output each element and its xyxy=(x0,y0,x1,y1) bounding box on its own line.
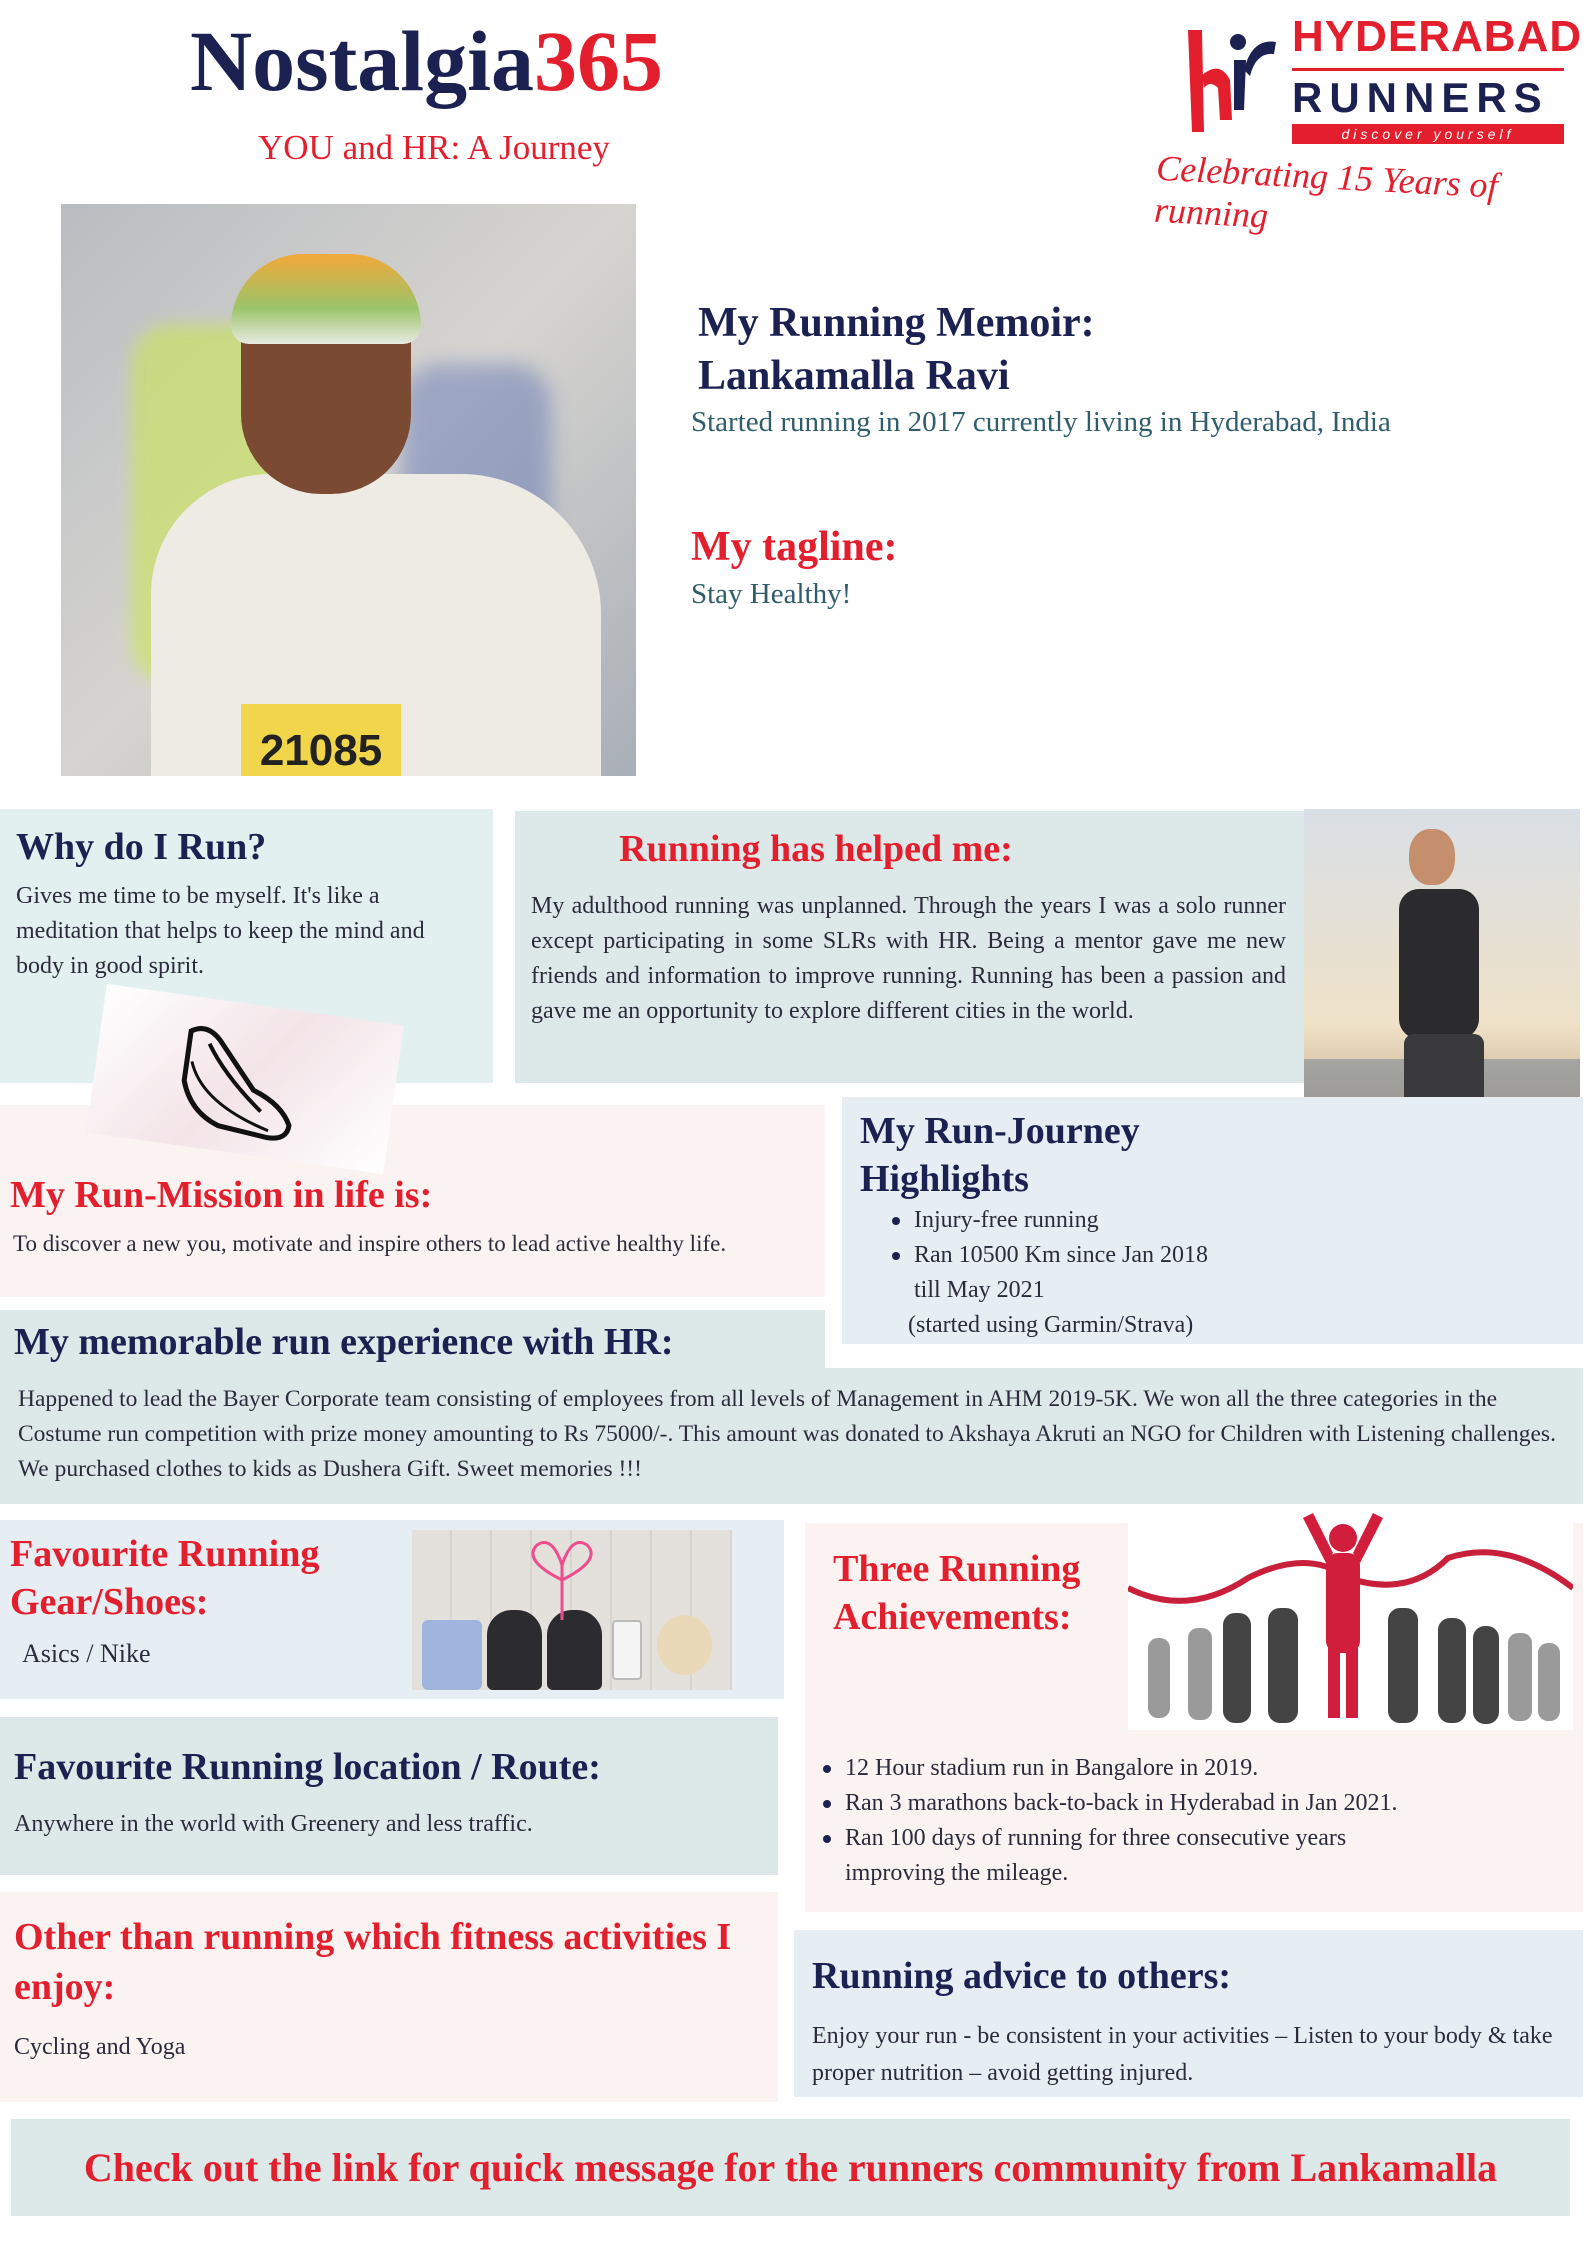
finish-line-image xyxy=(1128,1508,1573,1730)
gear-heading: Favourite Running Gear/Shoes: xyxy=(10,1533,320,1623)
achievements-heading: Three Running Achievements: xyxy=(833,1548,1081,1638)
mission-heading: My Run-Mission in life is: xyxy=(10,1174,433,1216)
mission-text: To discover a new you, motivate and inspire others to lead active healthy life. xyxy=(13,1230,727,1256)
location-text: Anywhere in the world with Greenery and less traffic. xyxy=(14,1810,533,1837)
intro-text: Started running in 2017 currently living in Hyderabad, India xyxy=(691,406,1391,438)
gear-photo xyxy=(412,1530,732,1690)
highlights-heading: My Run-Journey Highlights xyxy=(860,1110,1140,1200)
advice-heading: Running advice to others: xyxy=(812,1955,1232,1997)
other-activities-heading: Other than running which fitness activities I enjoy: xyxy=(14,1916,732,2008)
why-heading: Why do I Run? xyxy=(16,826,267,868)
community-message-link-text[interactable]: Check out the link for quick message for the runners community from Lankamalla xyxy=(83,2144,1498,2190)
logo-tagline: discover yourself xyxy=(1292,124,1564,144)
celebrating-text: Celebrating 15 Years of running xyxy=(1153,147,1499,236)
title-main: Nostalgia xyxy=(190,13,534,109)
hr-logo xyxy=(1180,12,1583,147)
highlights-note: (started using Garmin/Strava) xyxy=(908,1312,1194,1338)
profile-photo xyxy=(61,204,636,776)
other-activities-text: Cycling and Yoga xyxy=(14,2034,186,2060)
heart-lace-icon xyxy=(522,1535,602,1625)
page-title xyxy=(190,13,663,109)
tagline-heading: My tagline: xyxy=(691,524,898,570)
helped-section xyxy=(515,811,1304,1083)
memorable-text: Happened to lead the Bayer Corporate team consisting of employees from all levels of Management in AHM 2019-5K. We won all the three categories in the Costume run competition with prize money amounting to Rs 75000/-. This amount was donated to Akshaya Akruti an NGO for Children with Listening challenges. We purchased clothes to kids as Dushera Gift. Sweet memories !!! xyxy=(18,1386,1556,1482)
memorable-heading-bar xyxy=(0,1310,825,1370)
location-heading: Favourite Running location / Route: xyxy=(14,1746,601,1788)
hr-logo-icon xyxy=(1180,20,1280,140)
page-subtitle: YOU and HR: A Journey xyxy=(258,128,610,167)
memorable-heading: My memorable run experience with HR: xyxy=(14,1321,674,1363)
achievement-item: 12 Hour stadium run in Bangalore in 2019. xyxy=(819,1751,1539,1786)
highlight-item: Ran 10500 Km since Jan 2018 till May 2021 xyxy=(888,1238,1288,1308)
runner-name: Lankamalla Ravi xyxy=(698,353,1010,399)
community-message-link[interactable] xyxy=(11,2119,1570,2216)
logo-runners: RUNNERS xyxy=(1292,74,1549,121)
title-number: 365 xyxy=(534,13,663,109)
sneaker-icon xyxy=(156,999,324,1159)
tagline-text: Stay Healthy! xyxy=(691,578,852,610)
other-activities-section xyxy=(0,1892,778,2102)
logo-hyderabad: HYDERABAD xyxy=(1292,12,1583,61)
memorable-section xyxy=(0,1368,1583,1504)
runners-silhouette-icon xyxy=(1128,1508,1573,1730)
achievement-item: Ran 100 days of running for three consecutive years improving the mileage. xyxy=(819,1821,1539,1891)
achievements-list xyxy=(819,1751,1539,1891)
advice-section xyxy=(794,1930,1583,2097)
memoir-heading: My Running Memoir: xyxy=(698,300,1095,346)
achievement-item: Ran 3 marathons back-to-back in Hyderabad in Jan 2021. xyxy=(819,1786,1539,1821)
gear-text: Asics / Nike xyxy=(22,1639,151,1668)
helped-heading: Running has helped me: xyxy=(619,828,1013,870)
race-bib: 21085 xyxy=(241,704,401,776)
highlights-list xyxy=(888,1203,1288,1308)
highlights-section xyxy=(842,1097,1583,1344)
logo-divider xyxy=(1292,68,1564,71)
highlight-item: Injury-free running xyxy=(888,1203,1288,1238)
helped-text: My adulthood running was unplanned. Through the years I was a solo runner except participating in some SLRs with HR. Being a mentor gave me new friends and information to improve running. Running has been a passion and gave me an opportunity to explore different cities in the world. xyxy=(531,892,1286,1024)
location-section xyxy=(0,1717,778,1875)
why-text: Gives me time to be myself. It's like a meditation that helps to keep the mind and body in good spirit. xyxy=(16,882,425,979)
advice-text: Enjoy your run - be consistent in your activities – Listen to your body & take proper nutrition – avoid getting injured. xyxy=(812,2022,1553,2086)
